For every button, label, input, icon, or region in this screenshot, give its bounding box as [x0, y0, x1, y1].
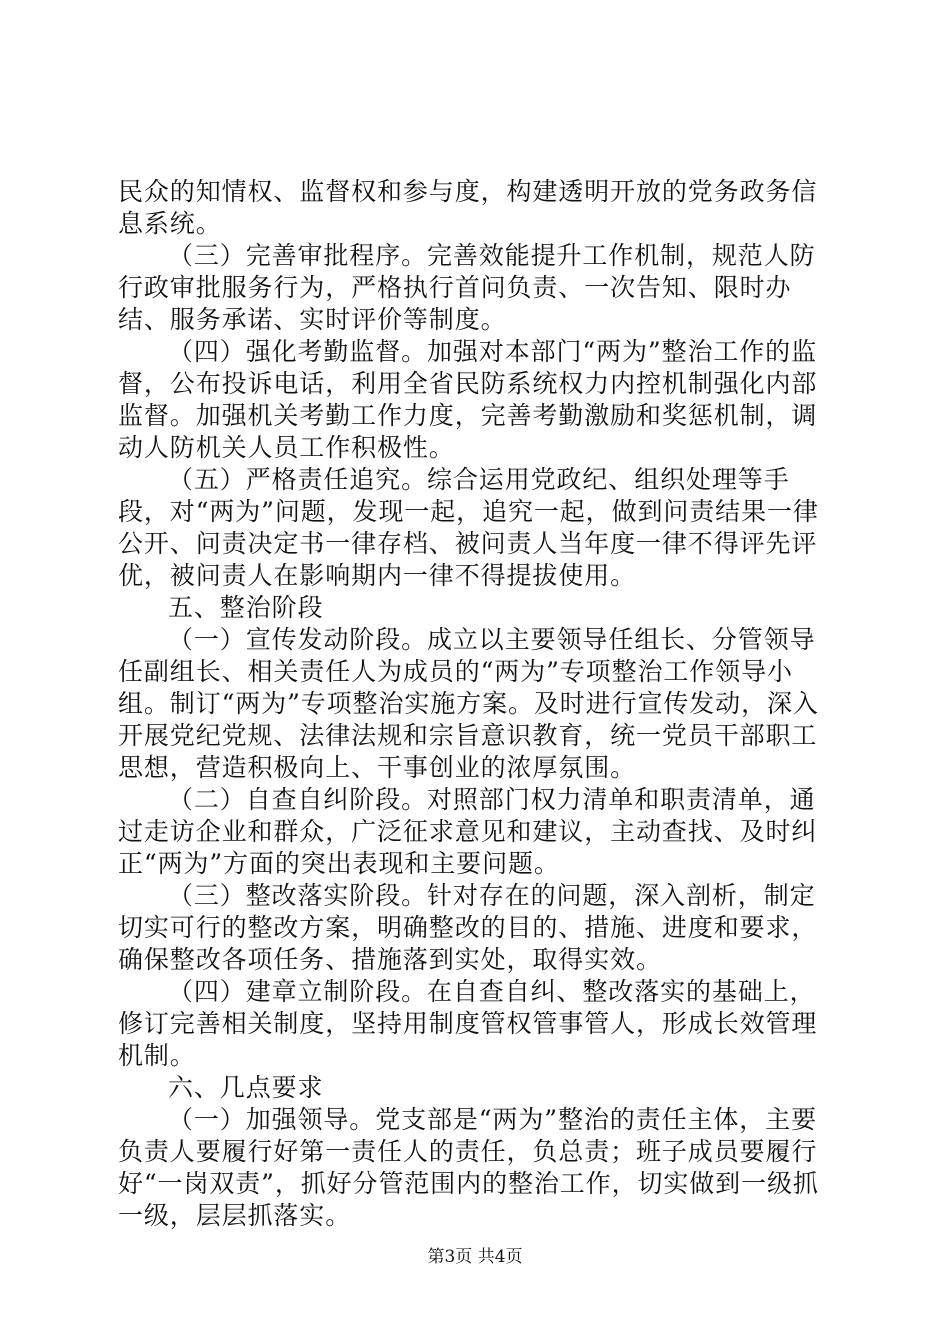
paragraph-strengthen-leadership: （一）加强领导。党支部是“两为”整治的责任主体，主要负责人要履行好第一责任人的责任，负总责；班子成员要履行好“一岗双责”，抓好分管范围内的整治工作，切实做到一级抓一级，层层抓落实。 [118, 1105, 819, 1230]
paragraph-attendance-supervision: （四）强化考勤监督。加强对本部门“两为”整治工作的监督，公布投诉电话，利用全省民防系统权力内控机制强化内部监督。加强机关考勤工作力度，完善考勤激励和奖惩机制，调动人防机关人员工作积极性。 [118, 337, 818, 462]
section-heading-rectification-stages: 五、整治阶段 [168, 593, 324, 622]
paragraph-implementation-stage: （三）整改落实阶段。针对存在的问题，深入剖析，制定切实可行的整改方案，明确整改的目的、措施、进度和要求，确保整改各项任务、措施落到实处，取得实效。 [118, 881, 818, 974]
paragraph-self-inspection-stage: （二）自查自纠阶段。对照部门权力清单和职责清单，通过走访企业和群众，广泛征求意见和建议，主动查找、及时纠正“两为”方面的突出表现和主要问题。 [118, 785, 818, 878]
paragraph-continuation: 民众的知情权、监督权和参与度，构建透明开放的党务政务信息系统。 [118, 177, 818, 238]
page-number-footer: 第3页 共4页 [427, 1247, 523, 1267]
paragraph-approval-procedure: （三）完善审批程序。完善效能提升工作机制，规范人防行政审批服务行为，严格执行首问负责、一次告知、限时办结、服务承诺、实时评价等制度。 [118, 241, 816, 334]
paragraph-institution-building-stage: （四）建章立制阶段。在自查自纠、整改落实的基础上，修订完善相关制度，坚持用制度管权管事管人，形成长效管理机制。 [118, 977, 818, 1070]
paragraph-publicity-stage: （一）宣传发动阶段。成立以主要领导任组长、分管领导任副组长、相关责任人为成员的“两为”专项整治工作领导小组。制订“两为”专项整治实施方案。及时进行宣传发动，深入开展党纪党规、法律法规和宗旨意识教育，统一党员干部职工思想，营造积极向上、干事创业的浓厚氛围。 [118, 625, 819, 782]
section-heading-requirements: 六、几点要求 [168, 1073, 324, 1102]
document-body [118, 176, 838, 1232]
paragraph-accountability: （五）严格责任追究。综合运用党政纪、组织处理等手段，对“两为”问题，发现一起，追究一起，做到问责结果一律公开、问责决定书一律存档、被问责人当年度一律不得评先评优，被问责人在影响期内一律不得提拔使用。 [118, 465, 819, 590]
